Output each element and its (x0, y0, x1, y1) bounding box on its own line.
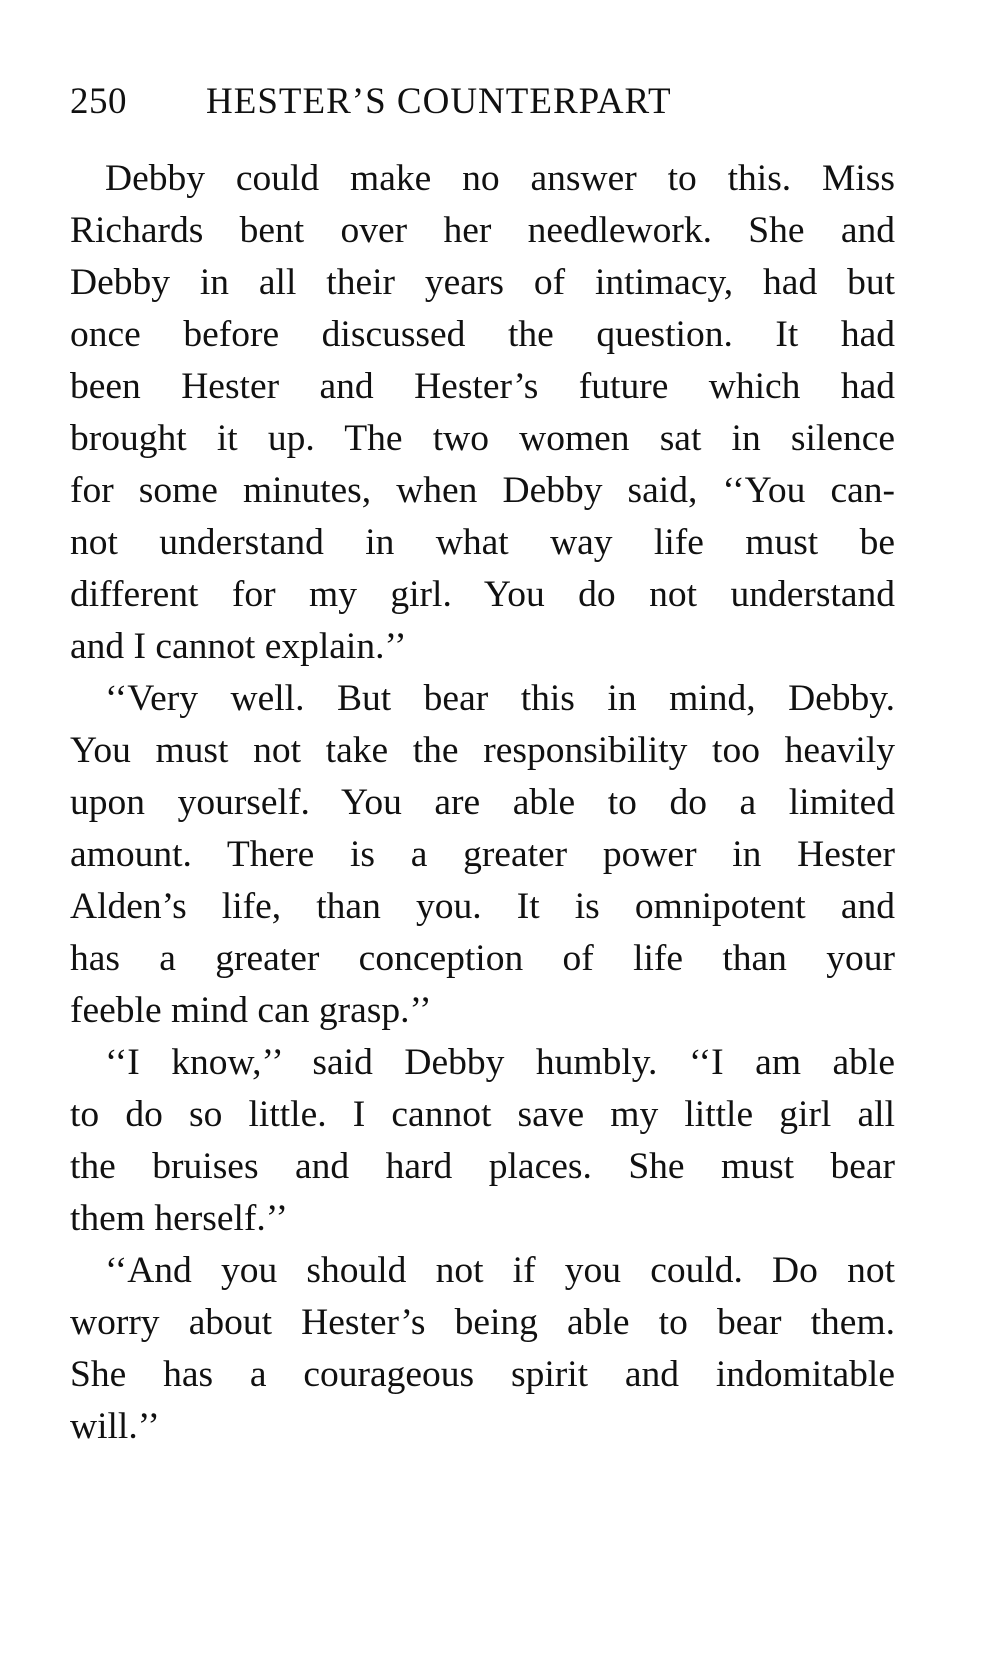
text-line: has a greater conception of life than your (70, 938, 895, 979)
text-line: for some minutes, when Debby said, ‘‘You can- (70, 470, 895, 511)
text-line: ‘‘I know,’’ said Debby humbly. ‘‘I am able (105, 1042, 895, 1083)
running-title: HESTER’S COUNTERPART (206, 81, 672, 122)
text-line: worry about Hester’s being able to bear them. (70, 1302, 895, 1343)
text-line: feeble mind can grasp.’’ (70, 990, 432, 1031)
text-line: and I cannot explain.’’ (70, 626, 407, 667)
text-line: to do so little. I cannot save my little girl all (70, 1094, 895, 1135)
text-line: Alden’s life, than you. It is omnipotent and (70, 886, 895, 927)
text-line: Debby could make no answer to this. Miss (105, 158, 895, 199)
text-line: ‘‘Very well. But bear this in mind, Debby. (105, 678, 895, 719)
text-line: not understand in what way life must be (70, 522, 895, 563)
text-line: been Hester and Hester’s future which had (70, 366, 895, 407)
text-line: amount. There is a greater power in Hester (70, 834, 895, 875)
text-line: Debby in all their years of intimacy, had but (70, 262, 895, 303)
text-line: them herself.’’ (70, 1198, 288, 1239)
text-line: once before discussed the question. It had (70, 314, 895, 355)
body-text (70, 153, 895, 1453)
text-line: You must not take the responsibility too heavily (70, 730, 895, 771)
text-line: the bruises and hard places. She must bear (70, 1146, 895, 1187)
text-line: different for my girl. You do not understand (70, 574, 895, 615)
text-line: upon yourself. You are able to do a limited (70, 782, 895, 823)
text-line: She has a courageous spirit and indomitable (70, 1354, 895, 1395)
text-line: will.’’ (70, 1406, 160, 1447)
page-number: 250 (70, 81, 127, 122)
text-line: brought it up. The two women sat in silence (70, 418, 895, 459)
text-line: ‘‘And you should not if you could. Do not (105, 1250, 895, 1291)
running-head (70, 78, 900, 126)
text-line: Richards bent over her needlework. She and (70, 210, 895, 251)
